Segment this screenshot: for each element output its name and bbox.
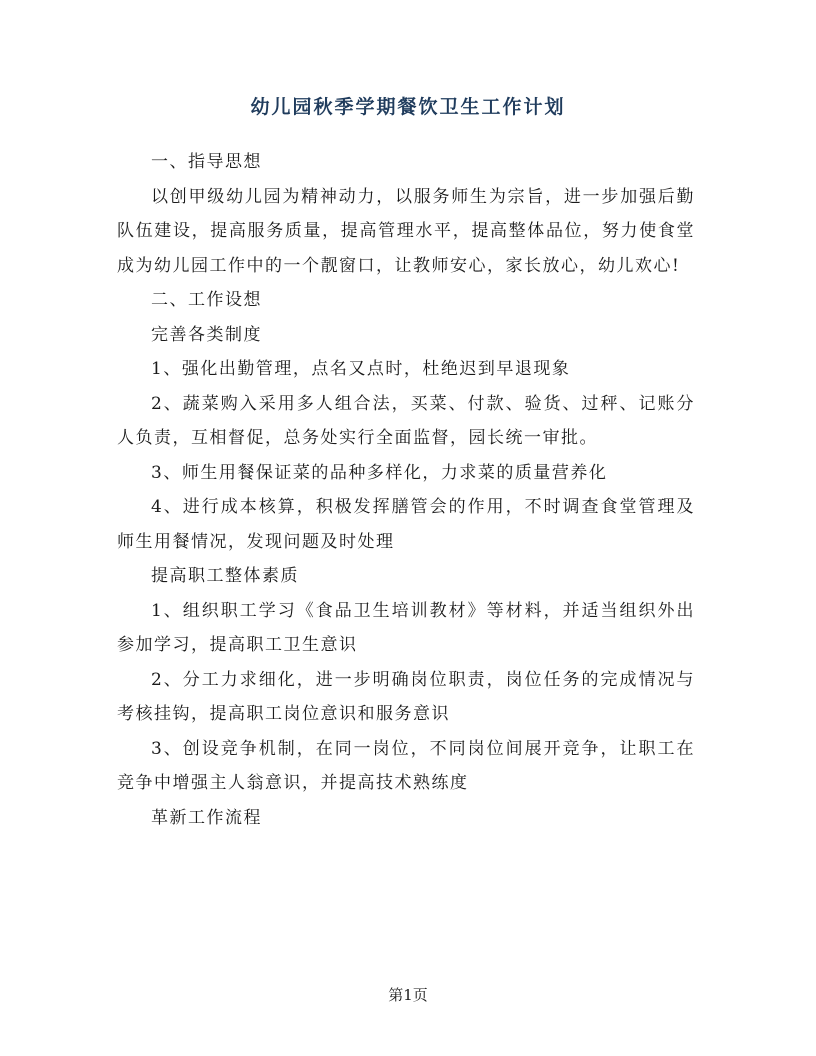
subheading-workflow: 革新工作流程 [151,807,262,828]
subheading-staff-quality: 提高职工整体素质 [151,566,299,586]
page-number: 第1页 [388,986,428,1004]
list-item: 2、分工力求细化，进一步明确岗位职责，岗位任务的完成情况与考核挂钩，提高职工岗位意识和服务意识 [117,669,695,724]
list-item: 2、蔬菜购入采用多人组合法，买菜、付款、验货、过秤、记账分人负责，互相督促，总务处实行全面监督，园长统一审批。 [117,393,695,448]
subheading-improve-systems: 完善各类制度 [151,324,262,345]
heading-guiding-ideology: 一、指导思想 [151,152,262,172]
document-title: 幼儿园秋季学期餐饮卫生工作计划 [250,96,566,118]
list-item: 4、进行成本核算，积极发挥膳管会的作用，不时调查食堂管理及师生用餐情况，发现问题及时处理 [117,497,695,552]
heading-work-plan: 二、工作设想 [151,290,262,310]
list-item: 3、师生用餐保证菜的品种多样化，力求菜的质量营养化 [151,462,608,483]
list-item: 1、组织职工学习《食品卫生培训教材》等材料，并适当组织外出参加学习，提高职工卫生意识 [117,600,695,655]
paragraph-guiding-ideology: 以创甲级幼儿园为精神动力，以服务师生为宗旨，进一步加强后勤队伍建设，提高服务质量，提高管理水平，提高整体品位，努力使食堂成为幼儿园工作中的一个靓窗口，让教师安心，家长放心，幼儿欢心! [117,186,695,276]
document-body [117,145,695,835]
list-item: 1、强化出勤管理，点名又点时，杜绝迟到早退现象 [151,359,571,379]
list-item: 3、创设竞争机制，在同一岗位，不同岗位间展开竞争，让职工在竞争中增强主人翁意识，并提高技术熟练度 [117,738,695,793]
